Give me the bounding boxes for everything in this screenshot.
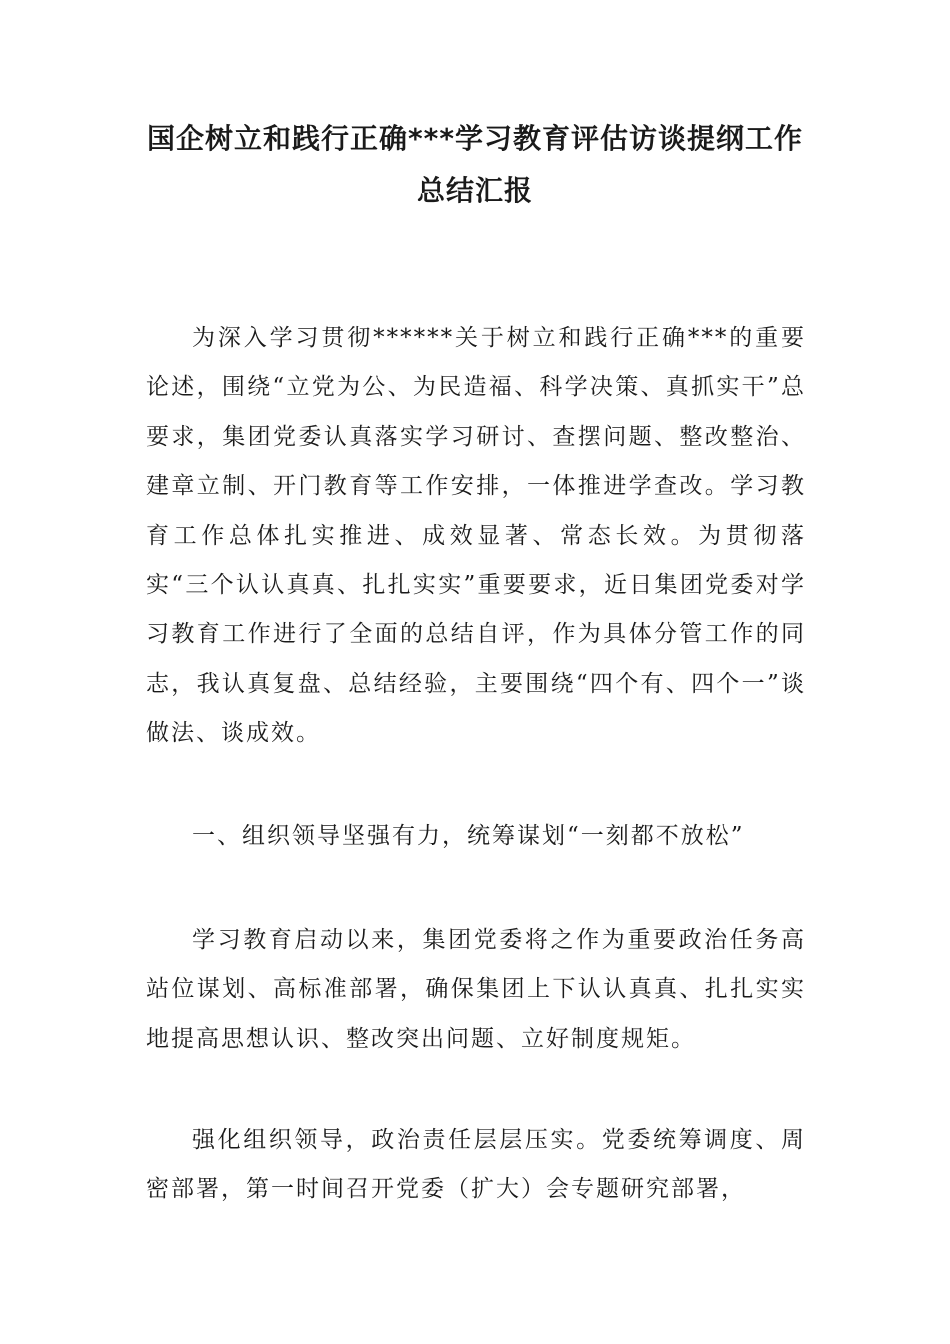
body-paragraph: 强化组织领导，政治责任层层压实。党委统筹调度、周密部署，第一时间召开党委（扩大）会专题研究部署， — [146, 1127, 806, 1203]
body-paragraph: 学习教育启动以来，集团党委将之作为重要政治任务高站位谋划、高标准部署，确保集团上下认认真真、扎扎实实地提高思想认识、整改突出问题、立好制度规矩。 — [146, 927, 806, 1052]
intro-paragraph: 为深入学习贯彻******关于树立和践行正确***的重要论述，围绕“立党为公、为民造福、科学决策、真抓实干”总要求，集团党委认真落实学习研讨、查摆问题、整改整治、建章立制、开门教育等工作安排，一体推进学查改。学习教育工作总体扎实推进、成效显著、常态长效。为贯彻落实“三个认认真真、扎扎实实”重要要求，近日集团党委对学习教育工作进行了全面的总结自评，作为具体分管工作的同志，我认真复盘、总结经验，主要围绕“四个有、四个一”谈做法、谈成效。 — [146, 325, 806, 747]
document-title-line-1: 国企树立和践行正确***学习教育评估访谈提纲工作 — [147, 122, 803, 155]
section-heading-1: 一、组织领导坚强有力，统筹谋划“一刻都不放松” — [192, 823, 745, 849]
document-title-line-2: 总结汇报 — [416, 174, 533, 207]
